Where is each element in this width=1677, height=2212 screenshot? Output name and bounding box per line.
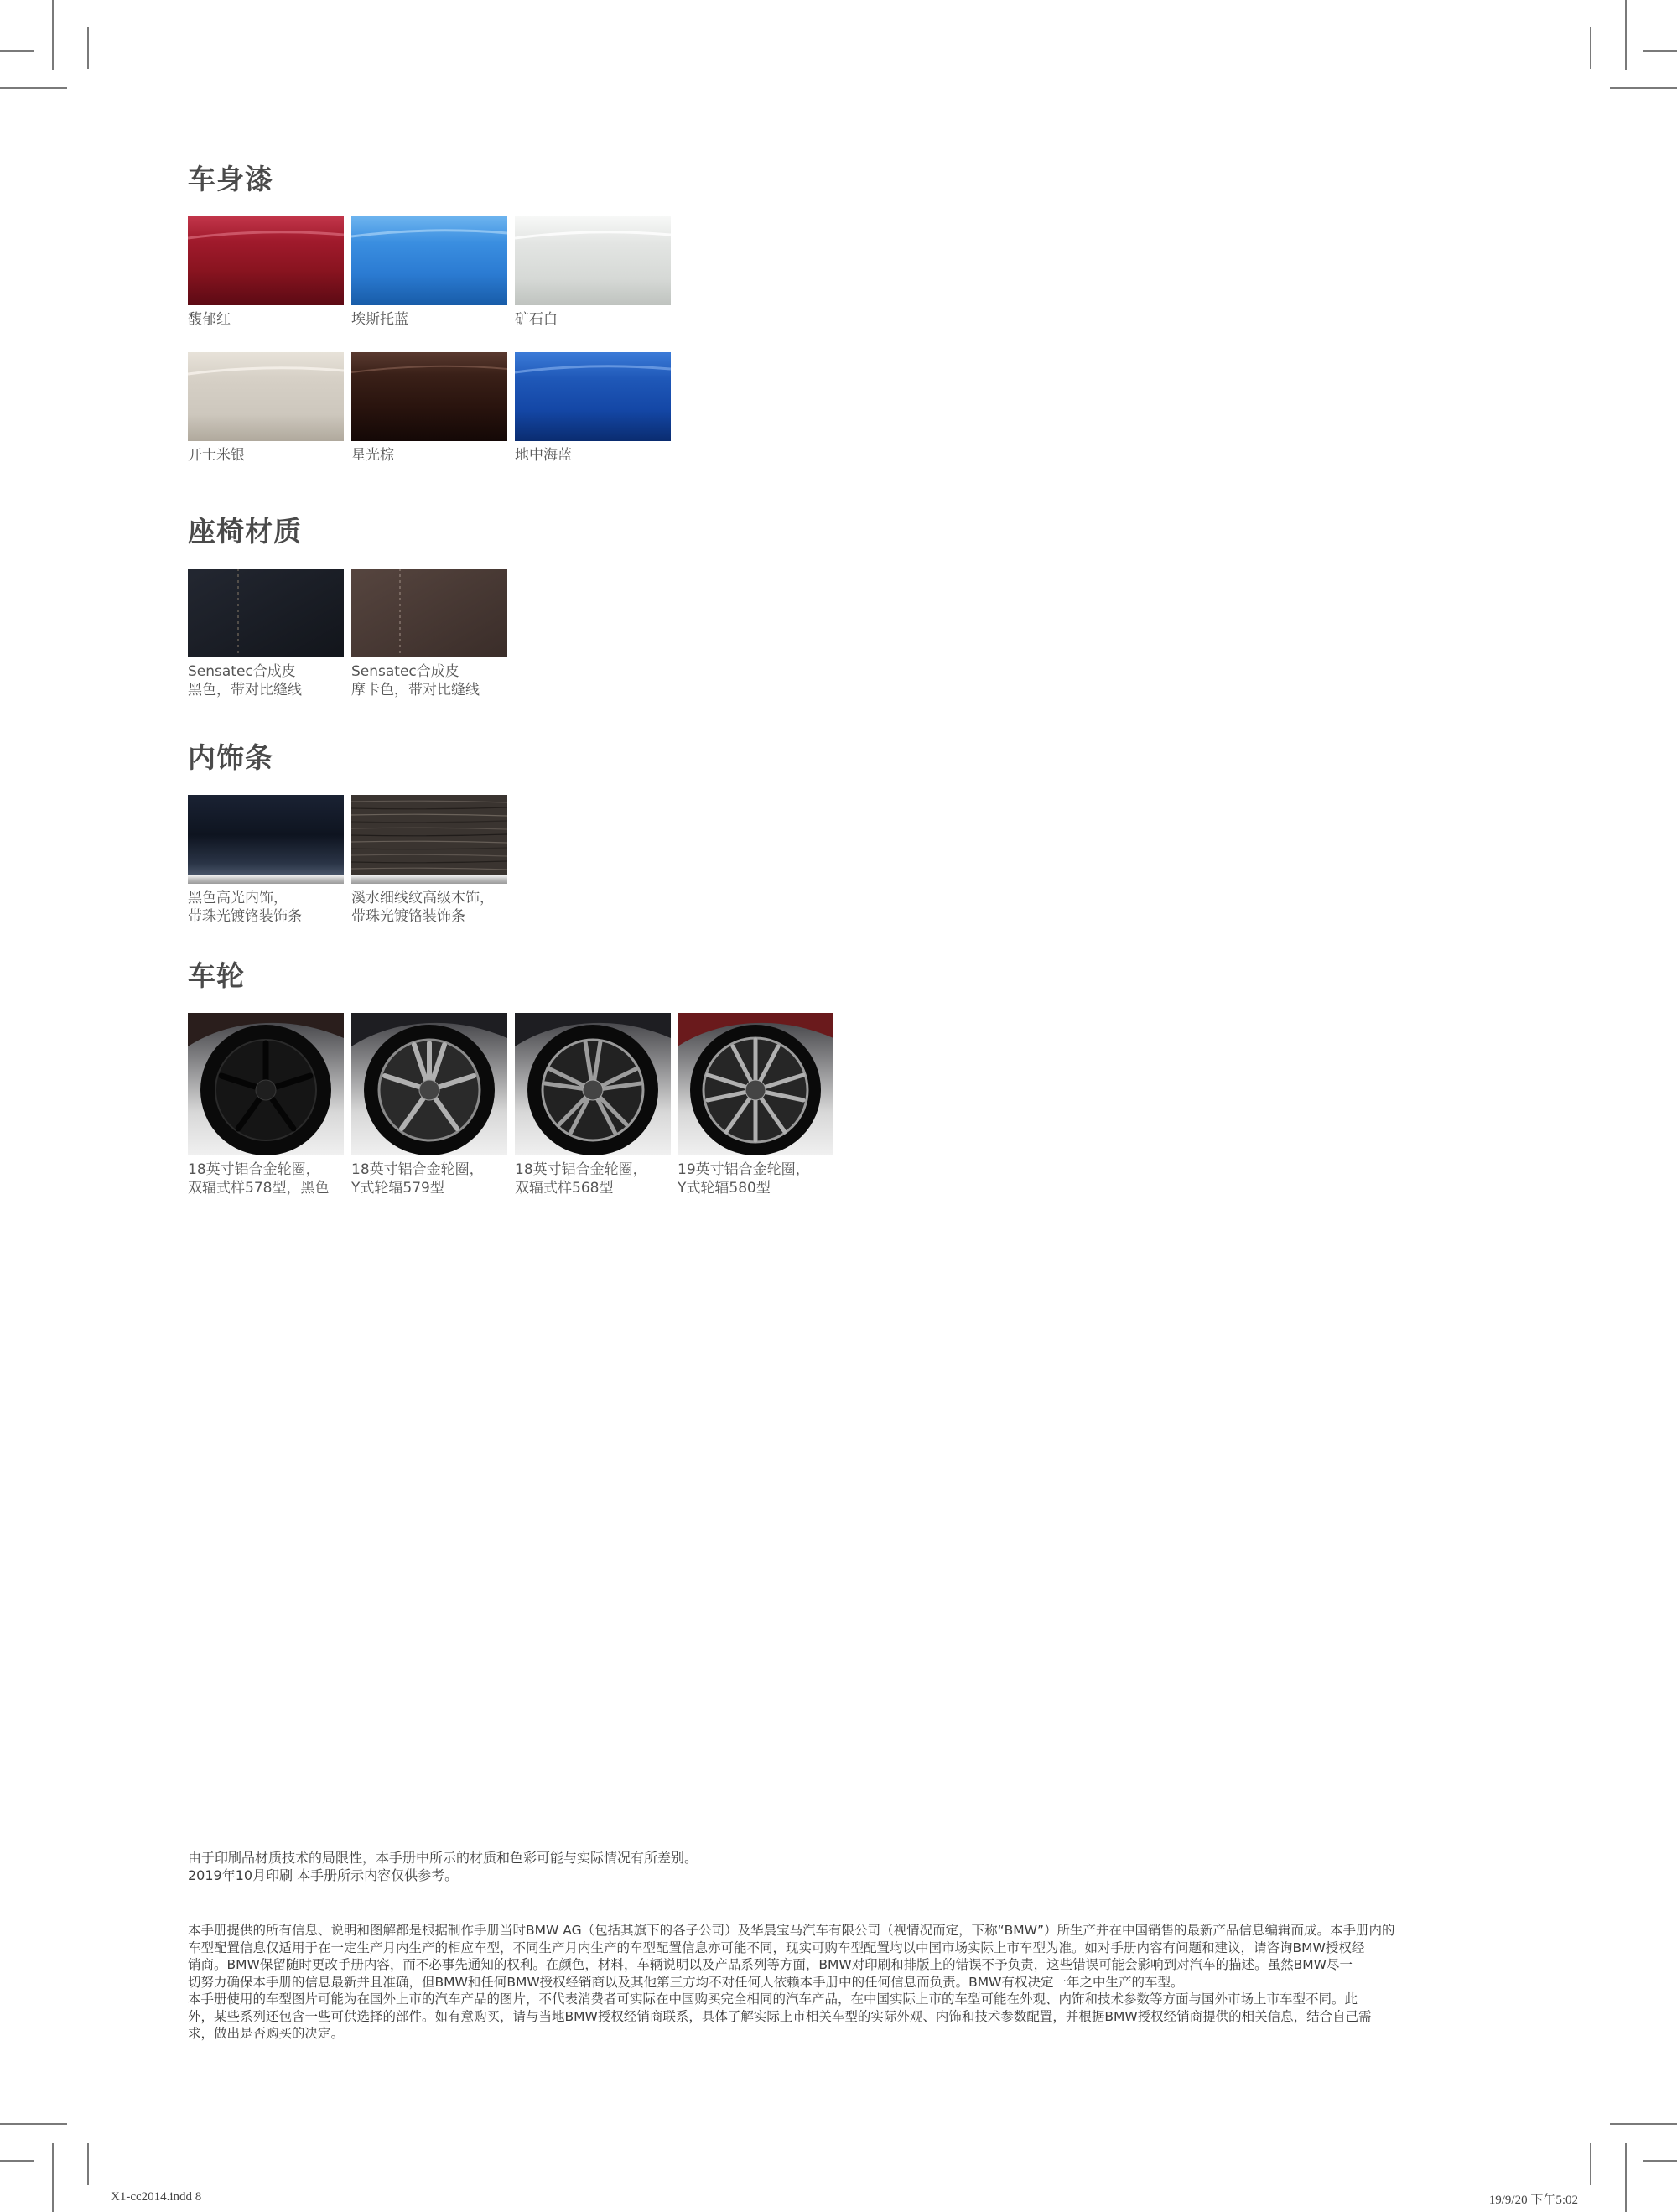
crop-mark — [1643, 50, 1677, 52]
trim-line2: 带珠光镀铬装饰条 — [188, 908, 302, 925]
wheel-image — [351, 1013, 507, 1155]
upholstery-line1: Sensatec合成皮 — [351, 663, 459, 680]
paint-swatch-image — [188, 216, 344, 305]
crop-mark — [1610, 87, 1677, 89]
wheel-swatch[interactable] — [678, 1013, 833, 1197]
crop-mark — [87, 27, 89, 69]
upholstery-swatch-image — [188, 569, 344, 657]
crop-mark — [52, 2143, 54, 2212]
print-note-line: 2019年10月印刷 本手册所示内容仅供参考。 — [188, 1867, 459, 1883]
wheel-line1: 18英寸铝合金轮圈， — [188, 1161, 320, 1178]
crop-mark — [0, 87, 67, 89]
upholstery-swatch-image — [351, 569, 507, 657]
trim-swatch-image — [351, 795, 507, 875]
trim-section-title: 内饰条 — [188, 741, 273, 774]
chrome-trim-bar — [188, 875, 344, 884]
wheel-line1: 18英寸铝合金轮圈， — [515, 1161, 647, 1178]
paint-swatch-image — [515, 216, 671, 305]
wheel-swatch[interactable] — [351, 1013, 507, 1197]
disclaimer-line: 车型配置信息仅适用于在一定生产月内生产的相应车型，不同生产月内生产的车型配置信息亦可能不同，现实可购车型配置均以中国市场实际上市车型为准。如对手册内容有问题和建议，请咨询BMW授权经 — [188, 1939, 1365, 1955]
upholstery-line1: Sensatec合成皮 — [188, 663, 296, 680]
wheel-swatch[interactable] — [515, 1013, 671, 1197]
crop-mark — [0, 50, 34, 52]
disclaimer-line: 求，做出是否购买的决定。 — [188, 2026, 345, 2041]
crop-mark — [0, 2123, 67, 2125]
paint-swatch-image — [515, 352, 671, 441]
chrome-trim-bar — [351, 875, 507, 884]
disclaimer — [188, 1922, 1496, 2043]
paint-swatch-label: 矿石白 — [515, 311, 558, 328]
trim-swatch[interactable] — [351, 795, 507, 926]
paint-swatch-label: 埃斯托蓝 — [351, 311, 408, 328]
wheel-line1: 19英寸铝合金轮圈， — [678, 1161, 810, 1178]
wheel-image — [515, 1013, 671, 1155]
trim-line1: 溪水细线纹高级木饰， — [351, 890, 494, 906]
wheel-swatch[interactable] — [188, 1013, 344, 1197]
wheel-image — [678, 1013, 833, 1155]
wheel-line1: 18英寸铝合金轮圈， — [351, 1161, 484, 1178]
paint-swatch[interactable] — [515, 216, 671, 329]
print-note-line: 由于印刷品材质技术的局限性，本手册中所示的材质和色彩可能与实际情况有所差别。 — [188, 1850, 698, 1866]
crop-mark — [87, 2143, 89, 2185]
upholstery-swatch[interactable] — [188, 569, 344, 699]
crop-mark — [0, 2160, 34, 2162]
disclaimer-line: 本手册提供的所有信息、说明和图解都是根据制作手册当时BMW AG（包括其旗下的各子公司）及华晨宝马汽车有限公司（视情况而定，下称“BMW”）所生产并在中国销售的最新产品信息编辑而成。本手册内的 — [188, 1923, 1395, 1938]
crop-mark — [1610, 2123, 1677, 2125]
paint-swatch-label: 馥郁红 — [188, 311, 231, 328]
disclaimer-line: 本手册使用的车型图片可能为在国外上市的汽车产品的图片，不代表消费者可实际在中国购买完全相同的汽车产品，在中国实际上市的车型可能在外观、内饰和技术参数等方面与国外市场上市车型不同。此 — [188, 1991, 1358, 2007]
upholstery-line2: 摩卡色，带对比缝线 — [351, 682, 480, 698]
wheel-line2: Y式轮辐580型 — [678, 1180, 771, 1197]
disclaimer-line: 外，某些系列还包含一些可供选择的部件。如有意购买，请与当地BMW授权经销商联系，具体了解实际上市相关车型的实际外观、内饰和技术参数配置，并根据BMW授权经销商提供的相关信息，结合自己需 — [188, 2008, 1372, 2024]
wheels-section-title: 车轮 — [188, 959, 245, 992]
trim-line2: 带珠光镀铬装饰条 — [351, 908, 465, 925]
upholstery-swatch[interactable] — [351, 569, 507, 699]
slug-date: 19/9/20 下午5:02 — [1488, 2194, 1578, 2207]
trim-swatch-image — [188, 795, 344, 875]
crop-mark — [52, 0, 54, 70]
paint-swatch-label: 星光棕 — [351, 447, 394, 464]
upholstery-line2: 黑色，带对比缝线 — [188, 682, 302, 698]
print-note — [188, 1850, 1496, 1884]
wheel-line2: 双辐式样578型，黑色 — [188, 1180, 330, 1197]
slug-file: X1-cc2014.indd 8 — [111, 2190, 202, 2204]
crop-mark — [1625, 2143, 1627, 2212]
crop-mark — [1643, 2160, 1677, 2162]
crop-mark — [1625, 0, 1627, 70]
paint-swatch[interactable] — [188, 352, 344, 465]
wheel-image — [188, 1013, 344, 1155]
disclaimer-line: 销商。BMW保留随时更改手册内容，而不必事先通知的权利。在颜色，材料，车辆说明以及产品系列等方面，BMW对印刷和排版上的错误不予负责，这些错误可能会影响到对汽车的描述。虽然BMW尽一 — [188, 1957, 1353, 1972]
disclaimer-line: 切努力确保本手册的信息最新并且准确，但BMW和任何BMW授权经销商以及其他第三方均不对任何人依赖本手册中的任何信息而负责。BMW有权决定一年之中生产的车型。 — [188, 1974, 1184, 1990]
trim-swatch[interactable] — [188, 795, 344, 926]
paint-swatch[interactable] — [351, 352, 507, 465]
paint-swatch-label: 地中海蓝 — [515, 447, 572, 464]
upholstery-section-title: 座椅材质 — [188, 515, 302, 548]
wheel-line2: 双辐式样568型 — [515, 1180, 614, 1197]
paint-swatch-image — [351, 352, 507, 441]
paint-swatch[interactable] — [188, 216, 344, 329]
paint-swatch-image — [351, 216, 507, 305]
wheel-line2: Y式轮辐579型 — [351, 1180, 444, 1197]
crop-mark — [1590, 2143, 1591, 2185]
paint-swatch-image — [188, 352, 344, 441]
paint-section-title: 车身漆 — [188, 163, 273, 195]
trim-line1: 黑色高光内饰， — [188, 890, 288, 906]
paint-swatch-label: 开士米银 — [188, 447, 245, 464]
paint-swatch[interactable] — [351, 216, 507, 329]
crop-mark — [1590, 27, 1591, 69]
paint-swatch[interactable] — [515, 352, 671, 465]
